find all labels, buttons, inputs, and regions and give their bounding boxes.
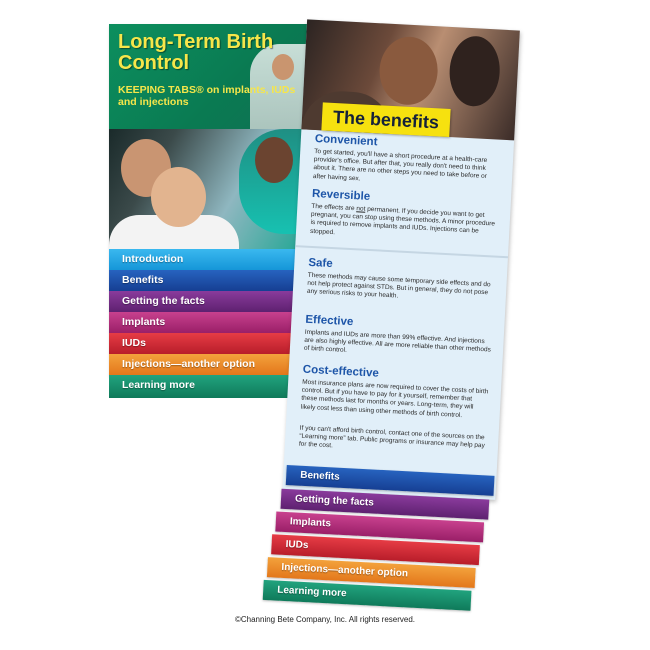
woman-smiling-face <box>378 35 439 106</box>
cover-title: Long-Term Birth Control <box>118 31 274 74</box>
page-tab-getting-the-facts[interactable]: Getting the facts <box>281 489 490 520</box>
copyright-notice: ©Channing Bete Company, Inc. All rights reserved. <box>234 615 416 624</box>
cover-tab-implants[interactable]: Implants <box>109 312 312 333</box>
text-reversible-emphasis: not <box>356 205 366 213</box>
cover-tab-iuds[interactable]: IUDs <box>109 333 312 354</box>
heading-convenient: Convenient <box>314 133 378 149</box>
heading-reversible: Reversible <box>311 187 371 203</box>
page-tab-injections[interactable]: Injections—another option <box>267 557 476 588</box>
page-fold-line <box>295 245 508 258</box>
cover-header-background <box>109 24 312 129</box>
heading-safe: Safe <box>308 256 333 271</box>
cover-subtitle: KEEPING TABS® on implants, IUDs and injections <box>118 84 296 108</box>
woman-face <box>151 167 206 227</box>
text-reversible-post: permanent. If you decide you want to get pregnant, you can stop using these methods. A minor procedure is required to remove implants and IUDs. Injections can be stopped. <box>309 205 496 236</box>
text-cost-effective: Most insurance plans are now required to cover the costs of birth control. But if you have to pay for it yourself, remember that these methods last for months or years. Long-term, they will likely cost less than using other methods of birth control. <box>300 378 489 419</box>
inset-woman-face <box>255 137 293 183</box>
man-head <box>448 35 502 108</box>
text-convenient: To get started, you'll have a short procedure at a health-care provider's office. But after that, you really don't need to think about it. There are no other steps you need to take before or after having sex. <box>312 147 488 183</box>
text-reversible-pre: The effects are <box>311 202 357 213</box>
cover-tab-getting-the-facts[interactable]: Getting the facts <box>109 291 312 312</box>
cover-tab-benefits[interactable]: Benefits <box>109 270 312 291</box>
open-booklet-page <box>277 19 520 614</box>
page-tab-benefits[interactable]: Benefits <box>286 465 495 496</box>
cover-tab-injections[interactable]: Injections—another option <box>109 354 312 375</box>
text-cost-help: If you can't afford birth control, contact one of the sources on the “Learning more” tab. Public programs or insurance may help pay for the cost. <box>298 424 485 450</box>
text-reversible <box>310 203 499 246</box>
couple-photo <box>109 129 312 249</box>
benefits-panel <box>283 19 520 500</box>
page-tab-learning-more[interactable]: Learning more <box>263 580 472 611</box>
cover-tab-learning-more[interactable]: Learning more <box>109 375 312 398</box>
page-tab-iuds[interactable]: IUDs <box>271 534 480 565</box>
page-tab-implants[interactable]: Implants <box>275 511 484 542</box>
heading-effective: Effective <box>305 313 354 329</box>
benefits-banner: The benefits <box>321 102 450 137</box>
heading-cost-effective: Cost-effective <box>302 363 380 380</box>
cover-tab-introduction[interactable]: Introduction <box>109 249 312 270</box>
text-safe: These methods may cause some temporary side effects and do not help protect against STDs. But in general, they do not pose any serious risks to your health. <box>306 271 491 300</box>
booklet-cover <box>109 24 312 391</box>
text-effective: Implants and IUDs are more than 99% effective. And injections are also highly effective. All are more reliable than other methods of birth control. <box>303 328 491 355</box>
